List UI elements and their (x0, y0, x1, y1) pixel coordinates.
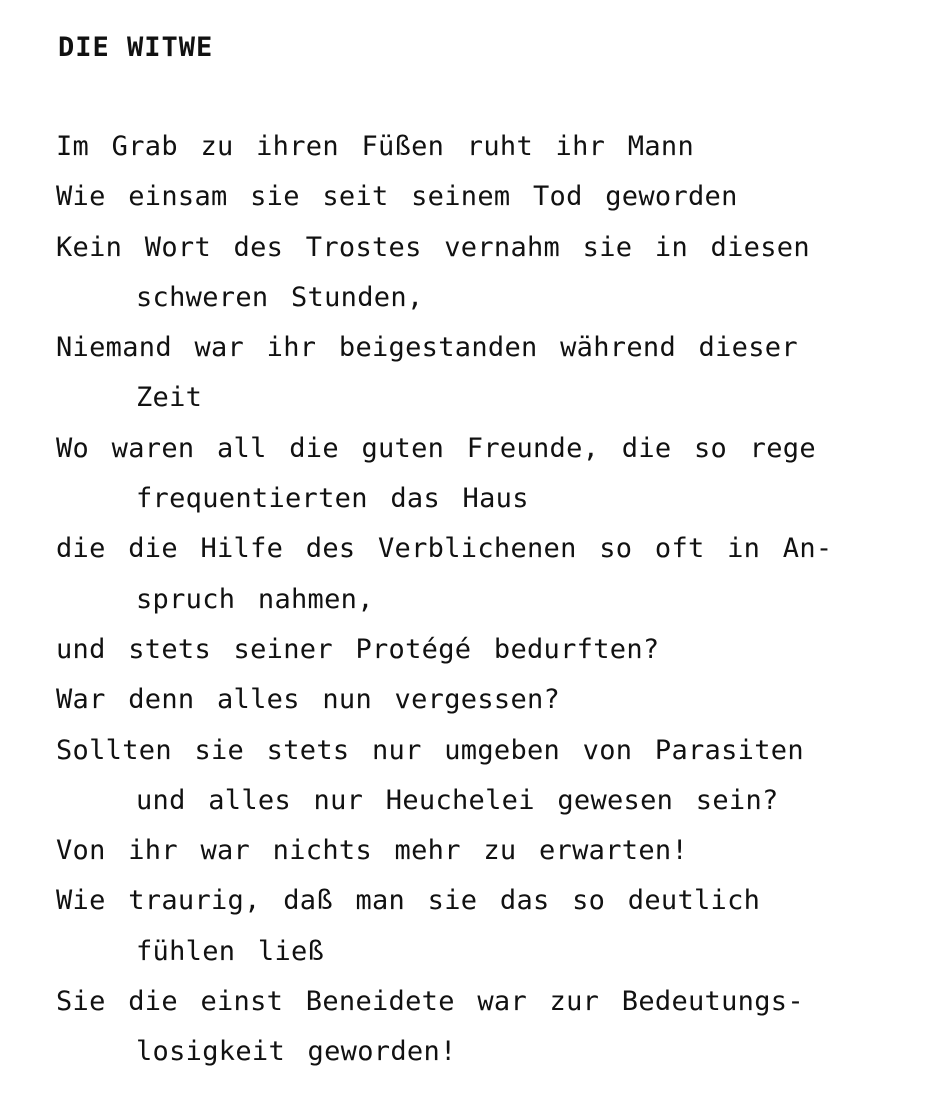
poem-line-continuation: losigkeit geworden! (136, 1036, 457, 1068)
poem-line: die die Hilfe des Verblichenen so oft in An- (56, 533, 833, 565)
poem-line: Sie die einst Beneidete war zur Bedeutungs- (56, 986, 804, 1018)
poem-body (56, 122, 926, 1078)
poem-line: Sollten sie stets nur umgeben von Parasiten (56, 734, 804, 766)
poem-line-continuation: fühlen ließ (136, 935, 325, 967)
poem-line-continuation: schweren Stunden, (136, 281, 424, 313)
poem-line: Von ihr war nichts mehr zu erwarten! (56, 835, 688, 867)
poem-line: Im Grab zu ihren Füßen ruht ihr Mann (56, 131, 694, 162)
poem-line-continuation: spruch nahmen, (136, 583, 374, 615)
poem-line: War denn alles nun vergessen? (56, 684, 561, 716)
poem-line-continuation: Zeit (136, 382, 203, 414)
poem-line: Wie traurig, daß man sie das so deutlich (56, 885, 761, 917)
poem-title: DIE WITWE (58, 32, 214, 63)
poem-line: Wo waren all die guten Freunde, die so rege (56, 432, 816, 464)
poem-line-continuation: frequentierten das Haus (136, 483, 529, 515)
poem-line-continuation: und alles nur Heuchelei gewesen sein? (136, 784, 779, 816)
poem-line: Niemand war ihr beigestanden während dieser (56, 332, 798, 364)
poem-line: und stets seiner Protégé bedurften? (56, 633, 660, 665)
poem-line: Wie einsam sie seit seinem Tod geworden (56, 181, 738, 213)
poem-line: Kein Wort des Trostes vernahm sie in diesen (56, 231, 810, 263)
